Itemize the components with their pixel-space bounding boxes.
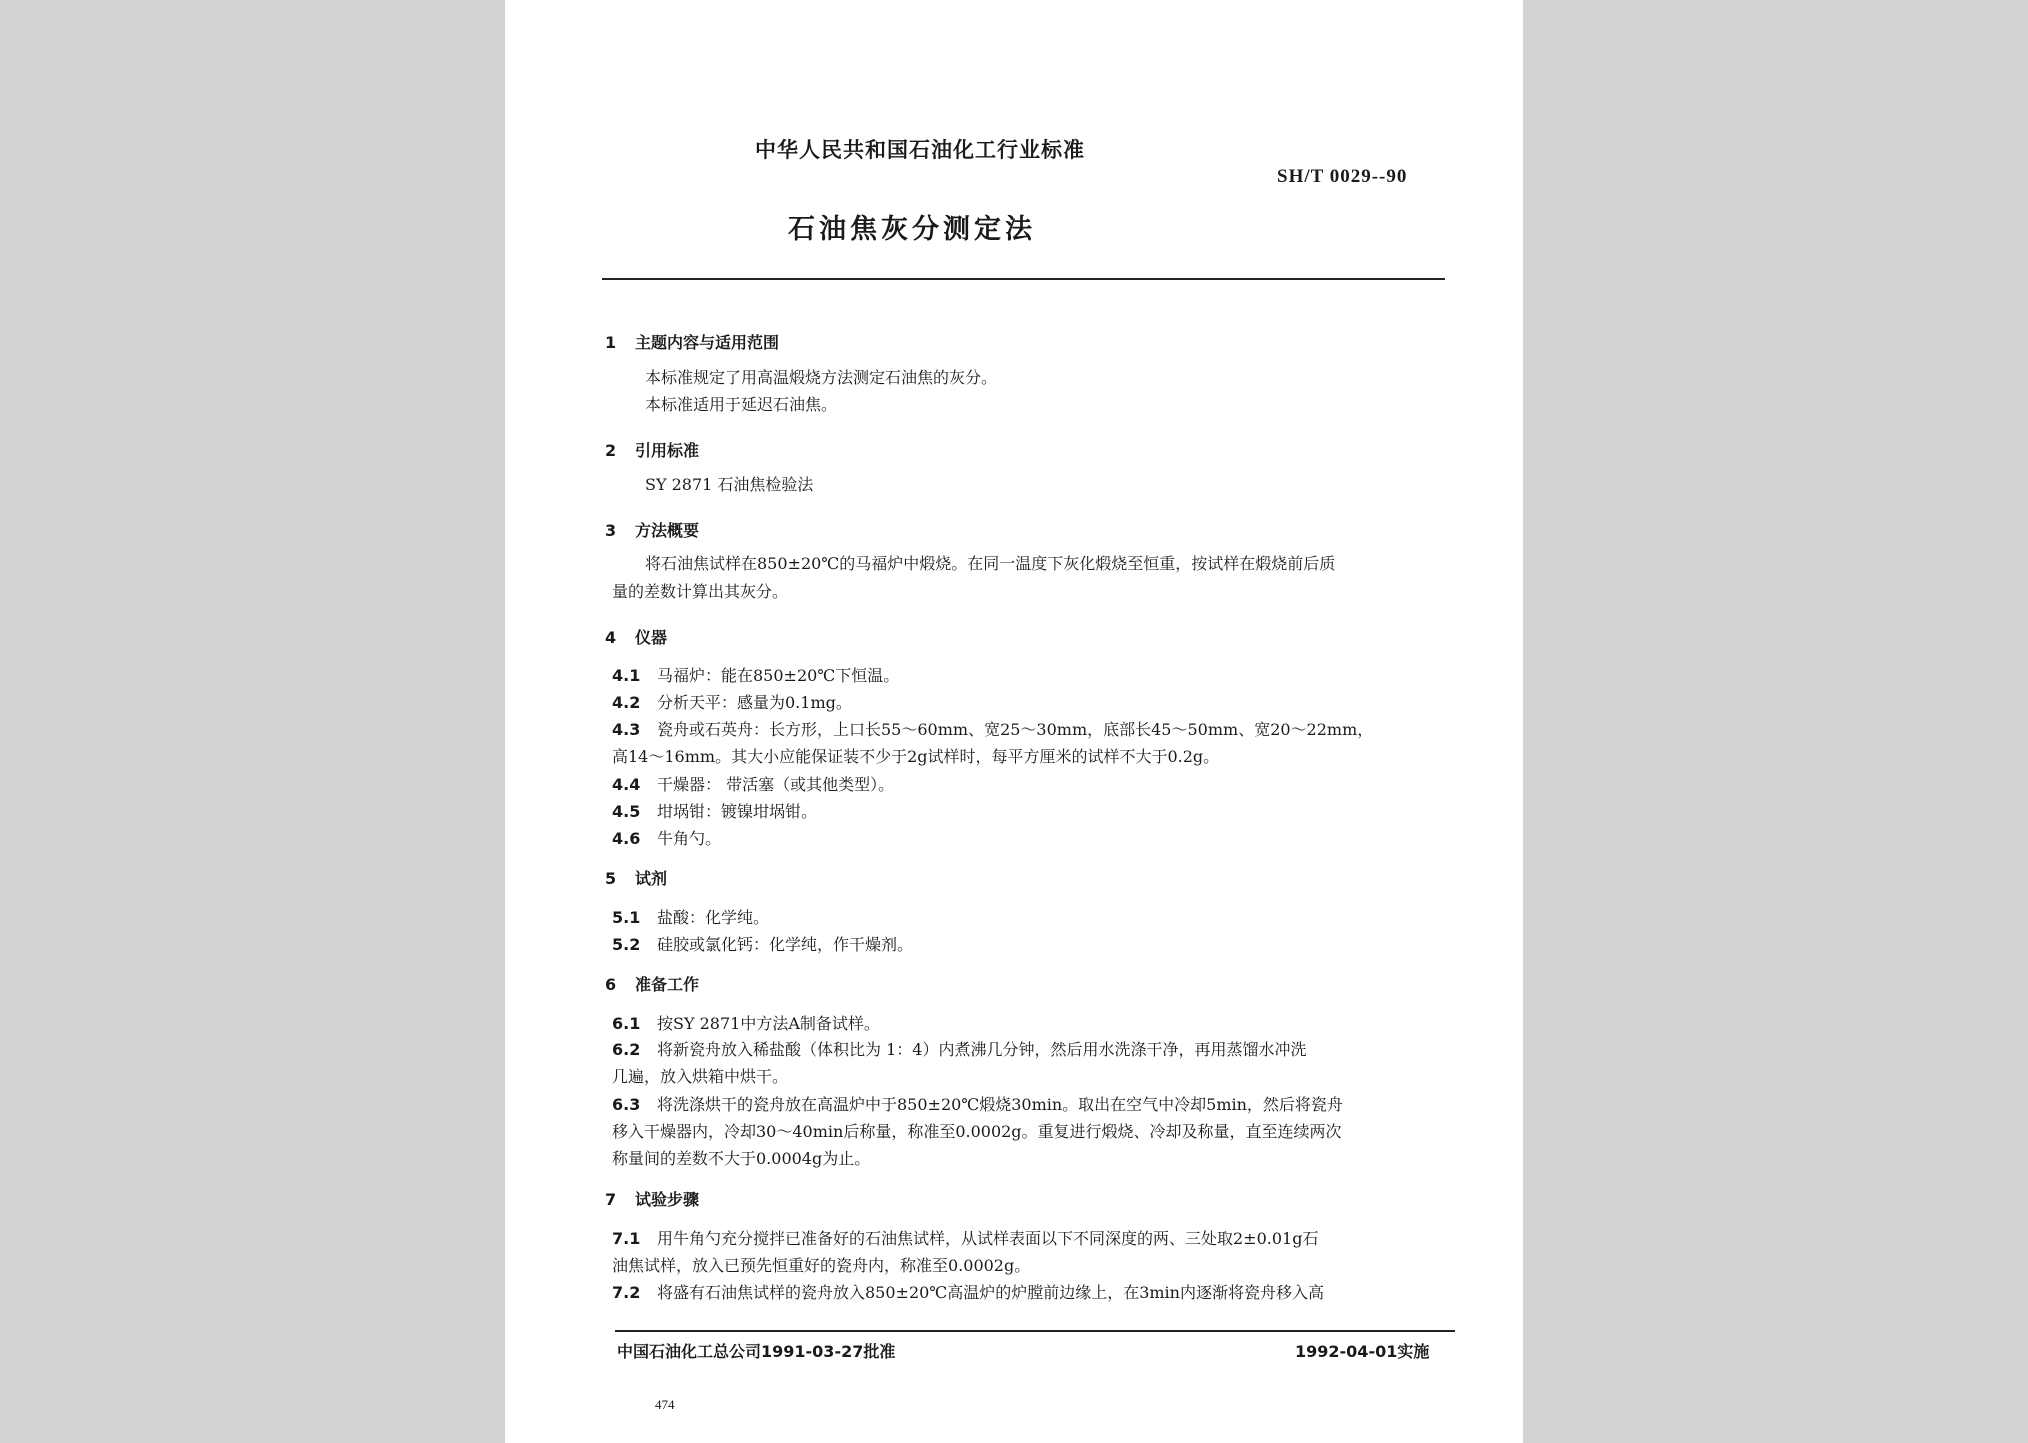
clause-number: 7.2 xyxy=(612,1283,641,1302)
clause-number: 6.1 xyxy=(612,1014,641,1033)
section-number: 5 xyxy=(605,869,617,888)
document-page xyxy=(505,0,1523,1443)
clause-number: 4.4 xyxy=(612,775,641,794)
clause-number: 4.6 xyxy=(612,829,641,848)
clause-4-3 xyxy=(612,717,1373,740)
clause-number: 4.5 xyxy=(612,802,641,821)
section-number: 4 xyxy=(605,628,617,647)
clause-6-2 xyxy=(612,1037,1306,1060)
footer-divider xyxy=(615,1330,1455,1332)
section-title: 试验步骤 xyxy=(635,1190,700,1209)
section-title: 引用标准 xyxy=(635,441,700,460)
clause-4-2 xyxy=(612,690,852,713)
clause-6-2-continued: 几遍，放入烘箱中烘干。 xyxy=(612,1067,789,1086)
clause-7-1-continued: 油焦试样，放入已预先恒重好的瓷舟内，称准至0.0002g。 xyxy=(612,1256,1031,1275)
section-title: 准备工作 xyxy=(635,975,700,994)
clause-text: 盐酸：化学纯。 xyxy=(657,908,770,927)
clause-7-1 xyxy=(612,1226,1318,1249)
clause-text: 用牛角勺充分搅拌已准备好的石油焦试样，从试样表面以下不同深度的两、三处取2±0.01g石 xyxy=(657,1229,1319,1248)
section-title: 试剂 xyxy=(635,869,668,888)
clause-number: 5.2 xyxy=(612,935,641,954)
section-number: 1 xyxy=(605,333,617,352)
clause-4-5 xyxy=(612,799,817,822)
clause-text: 坩埚钳：镀镍坩埚钳。 xyxy=(657,802,818,821)
section-title: 仪器 xyxy=(635,628,668,647)
section-number: 6 xyxy=(605,975,617,994)
clause-text: 干燥器： 带活塞（或其他类型）。 xyxy=(657,775,895,794)
clause-number: 4.1 xyxy=(612,666,641,685)
clause-number: 4.2 xyxy=(612,693,641,712)
section-5-heading xyxy=(605,866,667,889)
clause-4-6 xyxy=(612,826,721,849)
page-number: 474 xyxy=(655,1397,675,1412)
section-3-line-2: 量的差数计算出其灰分。 xyxy=(612,582,789,601)
standard-authority: 中华人民共和国石油化工行业标准 xyxy=(755,138,1085,162)
clause-number: 6.2 xyxy=(612,1040,641,1059)
clause-text: 牛角勺。 xyxy=(657,829,722,848)
section-7-heading xyxy=(605,1187,699,1210)
standard-code: SH/T 0029--90 xyxy=(1277,166,1408,187)
section-4-heading xyxy=(605,625,667,648)
effective-date: 1992-04-01实施 xyxy=(1295,1342,1430,1361)
clause-6-3-continued-2: 称量间的差数不大于0.0004g为止。 xyxy=(612,1149,871,1168)
section-3-line-1: 将石油焦试样在850±20℃的马福炉中煅烧。在同一温度下灰化煅烧至恒重，按试样在煅烧前后质 xyxy=(645,554,1336,573)
section-title: 主题内容与适用范围 xyxy=(635,333,780,352)
clause-5-1 xyxy=(612,905,769,928)
section-number: 2 xyxy=(605,441,617,460)
section-3-heading xyxy=(605,518,699,541)
clause-5-2 xyxy=(612,932,913,955)
section-number: 7 xyxy=(605,1190,617,1209)
clause-text: 瓷舟或石英舟：长方形，上口长55～60mm、宽25～30mm，底部长45～50mm、宽20～22mm， xyxy=(657,720,1374,739)
clause-4-3-continued: 高14～16mm。其大小应能保证装不少于2g试样时，每平方厘米的试样不大于0.2g。 xyxy=(612,747,1220,766)
clause-text: 将新瓷舟放入稀盐酸（体积比为 1：4）内煮沸几分钟，然后用水洗涤干净，再用蒸馏水冲洗 xyxy=(657,1040,1307,1059)
clause-7-2 xyxy=(612,1280,1324,1303)
approval-date: 中国石油化工总公司1991-03-27批准 xyxy=(617,1342,896,1361)
section-6-heading xyxy=(605,972,699,995)
clause-6-3 xyxy=(612,1092,1343,1115)
clause-number: 6.3 xyxy=(612,1095,641,1114)
clause-text: 分析天平：感量为0.1mg。 xyxy=(657,693,852,712)
section-1-heading xyxy=(605,330,779,353)
clause-6-1 xyxy=(612,1011,880,1034)
reference-standard: SY 2871 石油焦检验法 xyxy=(645,475,814,494)
section-1-paragraph-2: 本标准适用于延迟石油焦。 xyxy=(645,395,838,414)
section-1-paragraph-1: 本标准规定了用高温煅烧方法测定石油焦的灰分。 xyxy=(645,368,998,387)
clause-text: 按SY 2871中方法A制备试样。 xyxy=(657,1014,880,1033)
clause-text: 将盛有石油焦试样的瓷舟放入850±20℃高温炉的炉膛前边缘上，在3min内逐渐将瓷舟移入高 xyxy=(657,1283,1324,1302)
document-title: 石油焦灰分测定法 xyxy=(788,214,1036,245)
clause-4-1 xyxy=(612,663,899,686)
section-title: 方法概要 xyxy=(635,521,700,540)
clause-4-4 xyxy=(612,772,894,795)
header-divider xyxy=(602,278,1445,280)
clause-text: 硅胶或氯化钙：化学纯，作干燥剂。 xyxy=(657,935,914,954)
clause-number: 5.1 xyxy=(612,908,641,927)
clause-number: 4.3 xyxy=(612,720,641,739)
section-2-heading xyxy=(605,438,699,461)
section-number: 3 xyxy=(605,521,617,540)
clause-text: 将洗涤烘干的瓷舟放在高温炉中于850±20℃煅烧30min。取出在空气中冷却5min，然后将瓷舟 xyxy=(657,1095,1343,1114)
clause-text: 马福炉：能在850±20℃下恒温。 xyxy=(657,666,900,685)
clause-number: 7.1 xyxy=(612,1229,641,1248)
clause-6-3-continued: 移入干燥器内，冷却30～40min后称量，称准至0.0002g。重复进行煅烧、冷却及称量，直至连续两次 xyxy=(612,1122,1342,1141)
